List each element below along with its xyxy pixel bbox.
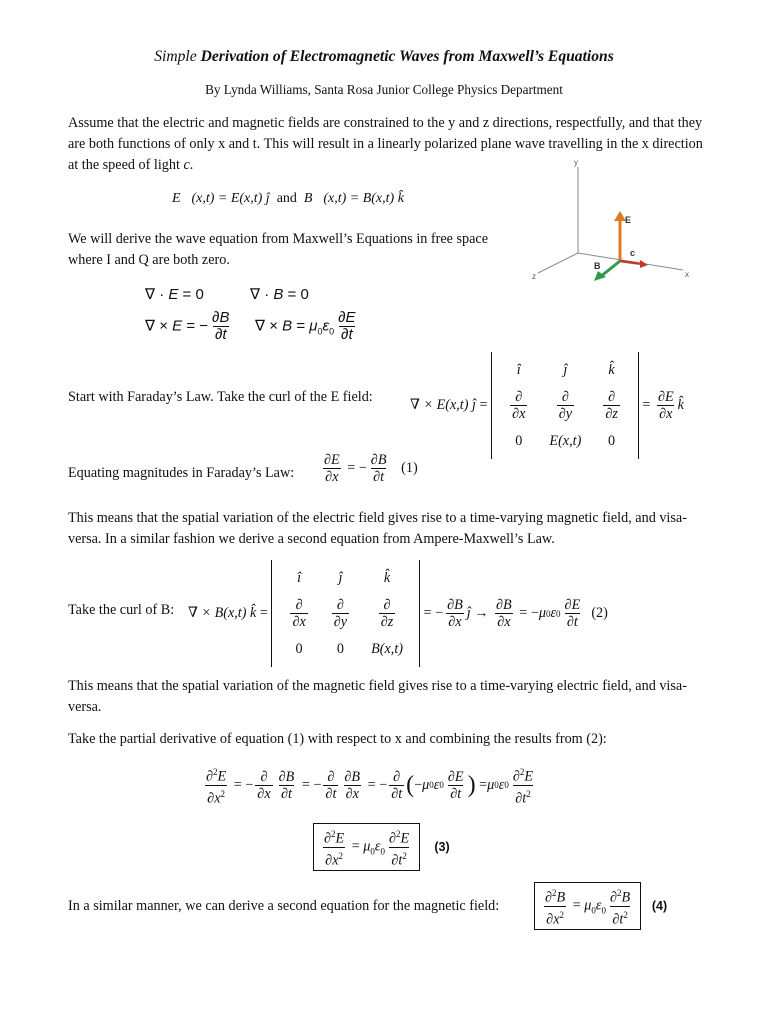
z-axis-label: z [532, 272, 536, 281]
page-title: Simple Derivation of Electromagnetic Waves from Maxwell’s Equations [154, 48, 614, 65]
b-vector [600, 261, 620, 277]
equation-3-number: (3) [434, 840, 450, 855]
byline: By Lynda Williams, Santa Rosa Junior College Physics Department [205, 82, 563, 97]
ampere-maxwell-law: ∇ × $B = \mu_0\varepsilon_0$ $\frac{\partial E}{\partial t}$ [255, 309, 356, 343]
ampere-determinant: î ĵ k̂ $\frac{\partial}{\partial x}$ $\frac{\partial}{\partial y}$ $\frac{\partial}{\partial z}$ 0 0 B(x,t) [271, 560, 420, 667]
b-vector-label: B [594, 261, 601, 271]
z-axis [538, 253, 578, 273]
faraday-determinant: î ĵ k̂ $\frac{\partial}{\partial x}$ $\frac{\partial}{\partial y}$ $\frac{\partial}{\partial z}$ 0 E(x,t) 0 [491, 352, 639, 459]
equation-1: $\frac{\partial E}{\partial x}$ = − $\frac{\partial B}{\partial t}$ (1) [324, 452, 418, 485]
combined-derivation-equation: $\frac{\partial^2E}{\partial x^2}$ = − $\frac{\partial}{\partial x}$ $\frac{\partial B}{\partial t}$ = − $\frac{\partial}{\partial t}$ $\frac{\partial B}{\partial x}$ = − $\frac{\partial}{\partial t}$ ( − μ 0 ε 0 $\frac{\partial E}{\partial t}$ ) = μ 0 ε 0 $\frac{\partial^2E}{\partial t^2}$ [206, 767, 534, 807]
e-vector-label: E [625, 215, 632, 225]
y-axis-label: y [574, 158, 578, 167]
gauss-law-e: ∇ · E = 0 [145, 286, 204, 303]
spatial-variation-paragraph-2: This means that the spatial variation of the magnetic field gives rise to a time-varying electric field, and visa-versa. [68, 678, 687, 715]
field-definition-equation: E⃗(x,t) = E(x,t) ĵ and B⃗(x,t) = B(x,t) k̂ [172, 191, 404, 206]
c-vector-label: c [630, 248, 636, 258]
equation-1-number: (1) [401, 460, 418, 476]
faraday-intro: Start with Faraday’s Law. Take the curl of the E field: [68, 389, 373, 405]
partial-derivative-paragraph: Take the partial derivative of equation (1) with respect to x and combining the results from (2): [68, 731, 607, 747]
c-vector [620, 261, 642, 264]
equation-3 [313, 823, 450, 871]
intro-paragraph: Assume that the electric and magnetic fields are constrained to the y and z directions, respectfully, and that they are both functions of only x and t. This will result in a linearly polarized plane wave travelling in the x direction at the speed of light c. [68, 115, 703, 173]
wave-axes-figure [528, 155, 698, 285]
faraday-law: ∇ × E = − $\frac{\partial B}{\partial t}$ [145, 309, 230, 343]
equation-2-number: (2) [591, 605, 608, 621]
spatial-variation-paragraph-1: This means that the spatial variation of the electric field gives rise to a time-varying magnetic field, and visa-versa. In a similar fashion we derive a second equation from Ampere-Maxwell’s Law. [68, 510, 687, 547]
derive-paragraph: We will derive the wave equation from Maxwell’s Equations in free space where I and Q are both zero. [68, 231, 489, 268]
similar-manner-paragraph: In a similar manner, we can derive a second equation for the magnetic field: [68, 898, 500, 914]
ampere-curl-equation: ∇ × B(x,t) k̂ = î ĵ k̂ $\frac{\partial}{\partial x}$ $\frac{\partial}{\partial y}$ $\frac{\partial}{\partial z}$ 0 0 B(x,t) = − $\frac{\partial B}{\partial x}$ ĵ → $\frac{\partial B}{\partial x}$ = − μ 0 ε 0 $\frac{\partial E}{\partial t}$ (2) [188, 560, 608, 667]
x-axis-label: x [685, 270, 689, 279]
speed-of-light-symbol: c [183, 157, 190, 173]
gauss-law-b: ∇ · B = 0 [250, 286, 309, 303]
faraday-magnitude-intro: Equating magnitudes in Faraday’s Law: [68, 465, 295, 481]
equation-4-number: (4) [651, 899, 668, 914]
equation-4-box: $\frac{\partial^2B}{\partial x^2}$ = $\mu_0\varepsilon_0$ $\frac{\partial^2B}{\partial t^2}$ [534, 882, 641, 930]
equation-4 [534, 882, 667, 930]
equation-3-box: $\frac{\partial^2E}{\partial x^2}$ = $\mu_0\varepsilon_0$ $\frac{\partial^2E}{\partial t^2}$ [313, 823, 420, 871]
ampere-intro: Take the curl of B: [68, 602, 175, 618]
faraday-curl-equation: ∇ × E(x,t) ĵ = î ĵ k̂ $\frac{\partial}{\partial x}$ $\frac{\partial}{\partial y}$ $\frac{\partial}{\partial z}$ 0 E(x,t) 0 = $\frac{\partial E}{\partial x}$ k̂ [410, 352, 684, 459]
